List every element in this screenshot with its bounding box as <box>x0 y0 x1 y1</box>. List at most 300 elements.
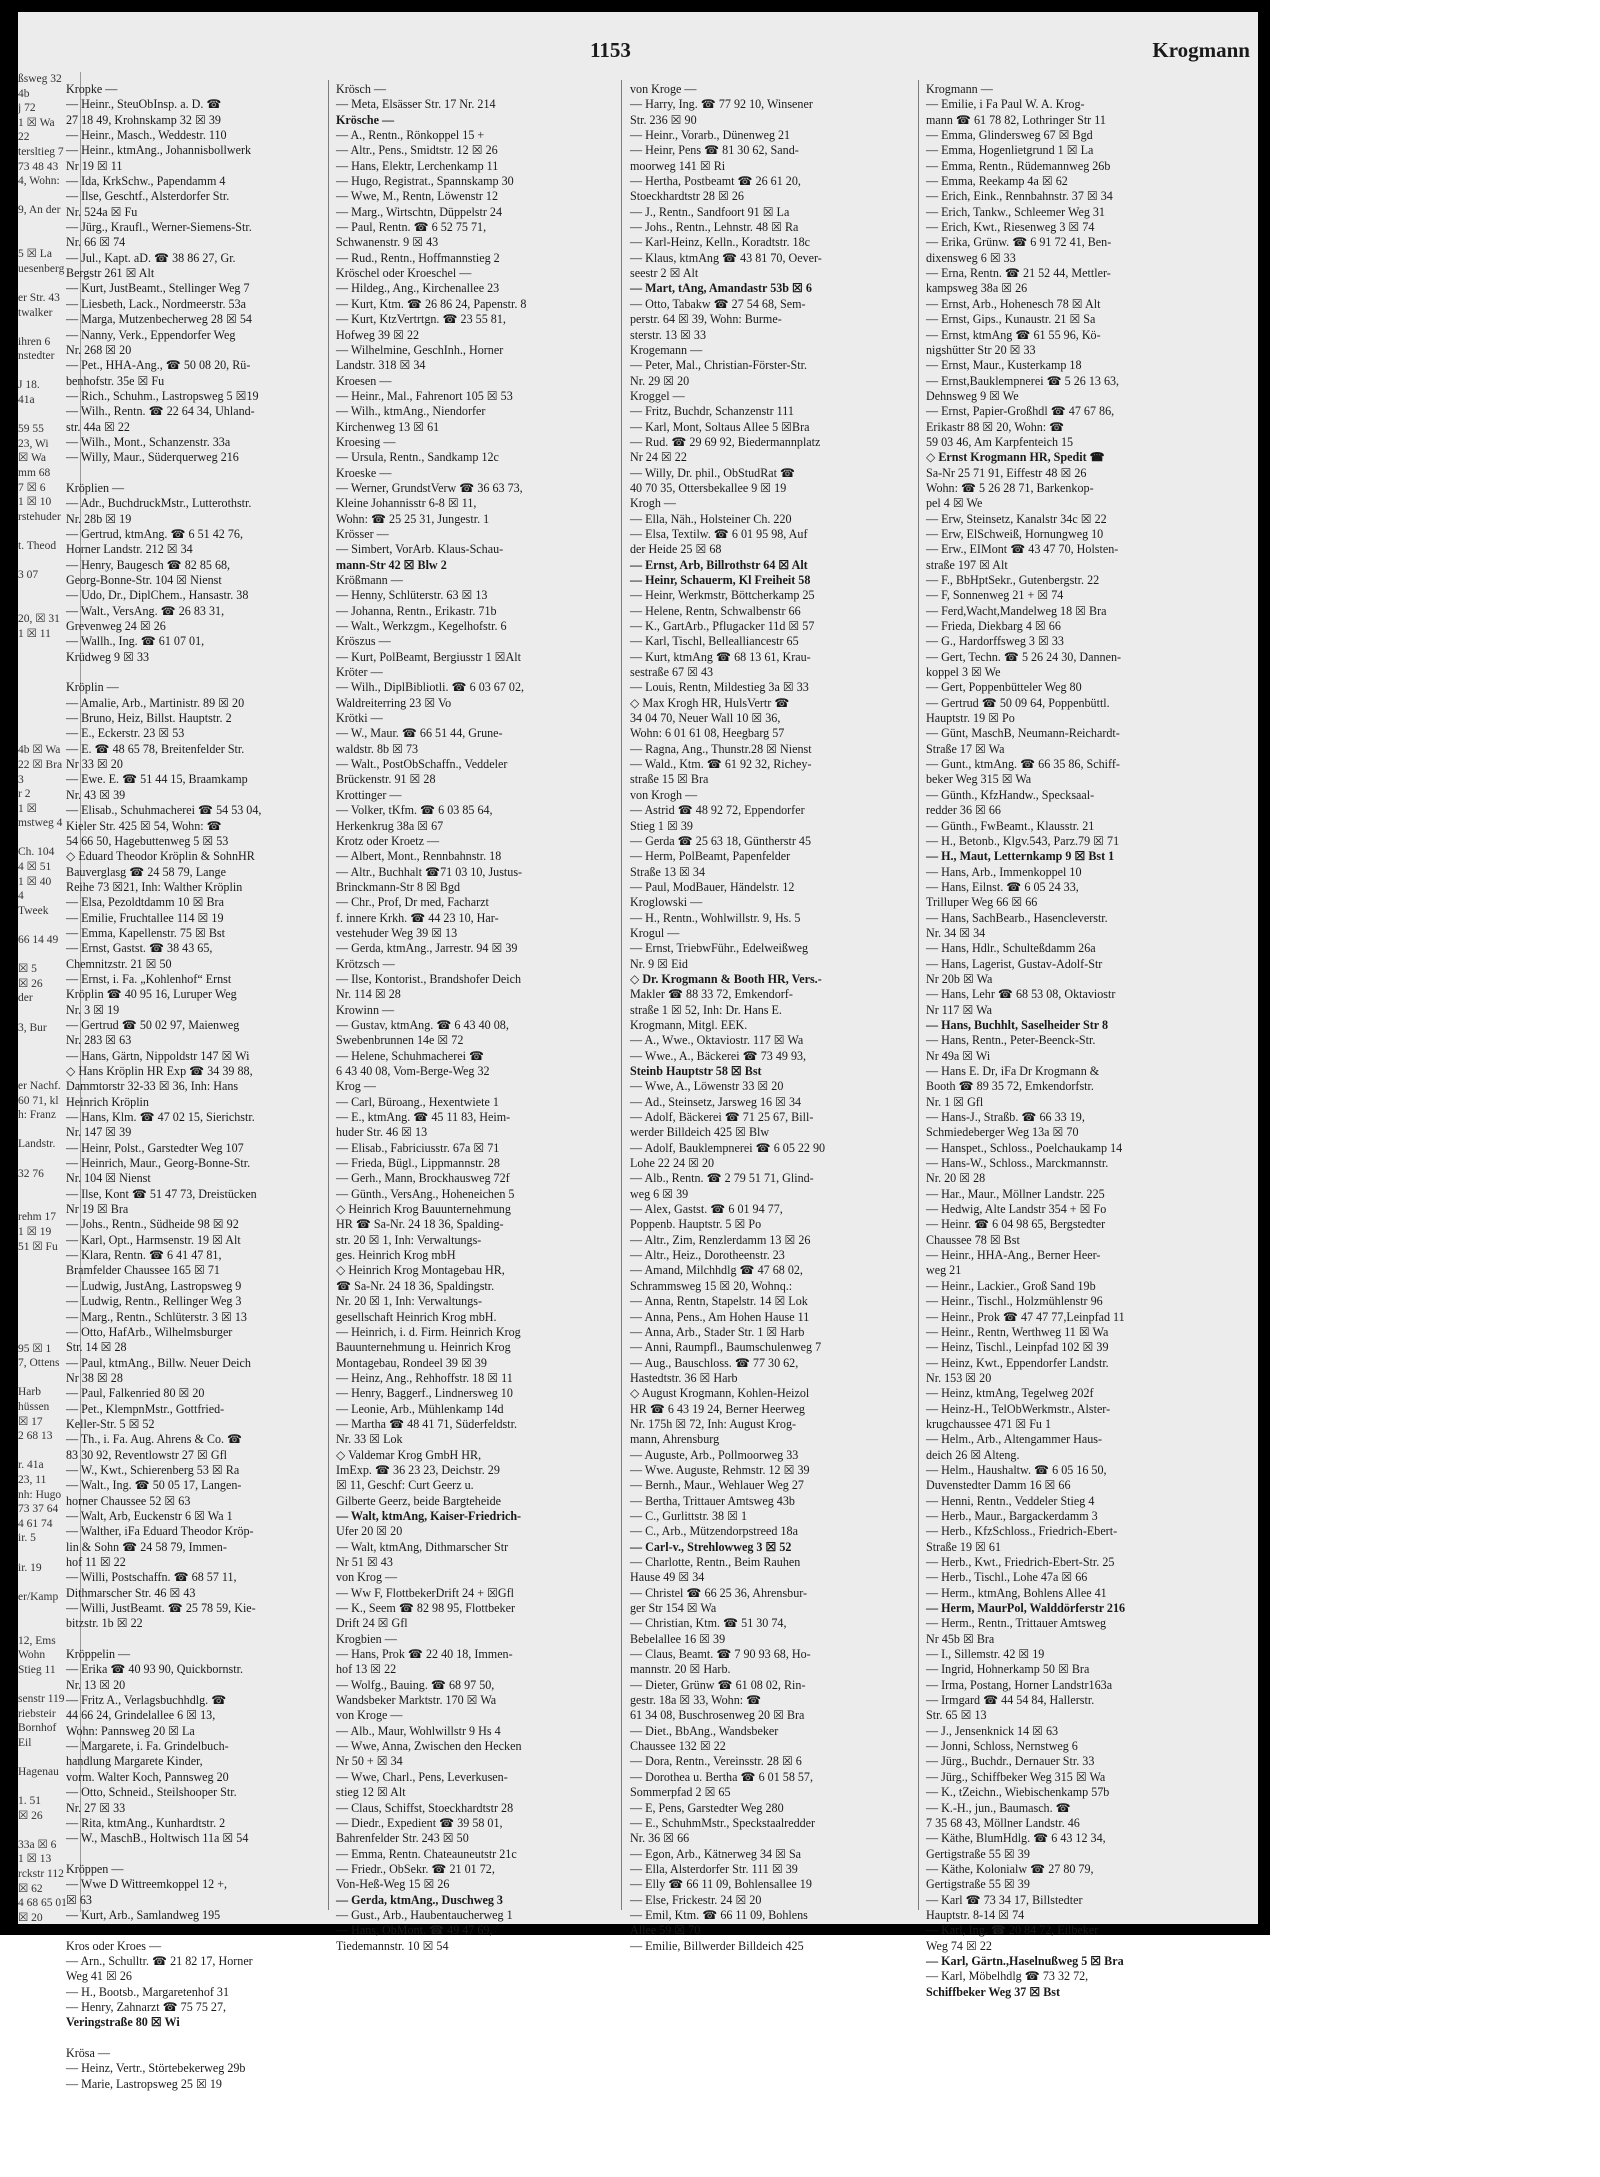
directory-entry-line: deich 26 ☒ Alteng. <box>926 1447 1020 1462</box>
directory-entry-line: — Rich., Schuhm., Lastropsweg 5 ☒19 <box>66 388 259 403</box>
directory-entry-line: — W., Kwt., Schierenberg 53 ☒ Ra <box>66 1462 240 1477</box>
directory-entry-line: bitzstr. 1b ☒ 22 <box>66 1616 143 1631</box>
directory-entry-line: — Albert, Mont., Rennbahnstr. 18 <box>336 849 502 864</box>
directory-entry-line: Krottinger — <box>336 787 402 802</box>
directory-entry-line: — Günth., KfzHandw., Specksaal- <box>926 787 1095 802</box>
directory-entry-line: — Jürg., Schiffbeker Weg 315 ☒ Wa <box>926 1769 1106 1784</box>
directory-entry-line: Schwanenstr. 9 ☒ 43 <box>336 235 439 250</box>
directory-entry-line: Nr. 36 ☒ 66 <box>630 1831 690 1846</box>
directory-entry-line: — Dora, Rentn., Vereinsstr. 28 ☒ 6 <box>630 1754 802 1769</box>
facing-page-fragment: Hagenau <box>18 1765 59 1778</box>
directory-entry-line: — Frieda, Bügl., Lippmannstr. 28 <box>336 1156 500 1171</box>
facing-page-fragment: 22 <box>18 131 30 144</box>
directory-entry-line: — Alex, Gastst. ☎ 6 01 94 77, <box>630 1202 783 1217</box>
directory-entry-line: Nr. 104 ☒ Nienst <box>66 1171 151 1186</box>
directory-entry-line: Krogemann — <box>630 342 703 357</box>
directory-entry-line <box>66 1923 341 1938</box>
directory-entry-line: — Ernst, i. Fa. „Kohlenhof“ Ernst <box>66 971 232 986</box>
directory-entry-line: — Emil, Ktm. ☎ 66 11 09, Bohlens <box>630 1907 808 1922</box>
facing-page-fragment: 2 68 13 <box>18 1430 53 1443</box>
directory-entry-line: Schmiedeberger Weg 13a ☒ 70 <box>926 1125 1079 1140</box>
directory-entry-line: — Helm., Arb., Altengammer Haus- <box>926 1432 1102 1447</box>
directory-entry-line: — Ludwig, Rentn., Rellinger Weg 3 <box>66 1294 242 1309</box>
directory-entry-line: Gertigstraße 55 ☒ 39 <box>926 1877 1030 1892</box>
directory-entry-line: Veringstraße 80 ☒ Wi <box>66 2015 180 2030</box>
directory-entry-line: — Elsa, Textilw. ☎ 6 01 95 98, Auf <box>630 526 808 541</box>
directory-entry-line: — Heinr., Vorarb., Dünenweg 21 <box>630 128 791 143</box>
directory-entry-line: Hauptstr. 8-14 ☒ 74 <box>926 1907 1025 1922</box>
directory-entry-line: — Otto, Schneid., Steilshooper Str. <box>66 1785 237 1800</box>
directory-entry-line: Str. 236 ☒ 90 <box>630 112 697 127</box>
directory-entry-line: Nr. 3 ☒ 19 <box>66 1002 120 1017</box>
directory-entry-line: werder Billdeich 425 ☒ Blw <box>630 1125 770 1140</box>
directory-entry-line: — Helene, Schuhmacherei ☎ <box>336 1048 485 1063</box>
directory-entry-line: — Herm, MaurPol, Walddörferstr 216 <box>926 1601 1126 1616</box>
directory-entry-line: Stieg 1 ☒ 39 <box>630 818 693 833</box>
directory-column-4 <box>926 82 1201 2000</box>
facing-page-fragment: 1 ☒ 13 <box>18 1853 52 1866</box>
directory-entry-line: — Fritz, Buchdr, Schanzenstr 111 <box>630 404 794 419</box>
directory-entry-line: — Carl, Büroang., Hexentwiete 1 <box>336 1094 499 1109</box>
directory-entry-line: — Ilse, Geschtf., Alsterdorfer Str. <box>66 189 230 204</box>
directory-entry-line: — F., BbHptSekr., Gutenbergstr. 22 <box>926 573 1100 587</box>
directory-entry-line: Tiedemannstr. 10 ☒ 54 <box>336 1938 449 1953</box>
directory-entry-line: Nr 49a ☒ Wi <box>926 1048 991 1063</box>
facing-page-fragment: twalker <box>18 306 53 319</box>
directory-entry-line: — Bruno, Heiz, Billst. Hauptstr. 2 <box>66 711 232 726</box>
directory-entry-line: — Ingrid, Hohnerkamp 50 ☒ Bra <box>926 1662 1090 1677</box>
directory-entry-line: waldstr. 8b ☒ 73 <box>336 741 419 756</box>
directory-entry-line: Trilluper Weg 66 ☒ 66 <box>926 895 1038 910</box>
directory-entry-line: — K., Seem ☎ 82 98 95, Flottbeker <box>336 1601 515 1616</box>
directory-entry-line: — Ernst,Bauklempnerei ☎ 5 26 13 63, <box>926 373 1120 388</box>
directory-entry-line: — Heinr, Polst., Garstedter Weg 107 <box>66 1140 244 1155</box>
directory-entry-line: — Leonie, Arb., Mühlenkamp 14d <box>336 1401 504 1416</box>
directory-entry-line: — Gustav, ktmAng. ☎ 6 43 40 08, <box>336 1017 509 1032</box>
directory-entry-line: — Altr., Buchhalt ☎71 03 10, Justus- <box>336 864 523 879</box>
directory-entry-line: — Kurt, Ktm. ☎ 26 86 24, Papenstr. 8 <box>336 296 527 311</box>
directory-entry-line: — Erika, Grünw. ☎ 6 91 72 41, Ben- <box>926 235 1112 250</box>
directory-entry-line: Lohe 22 24 ☒ 20 <box>630 1156 715 1171</box>
directory-entry-line: Krötzsch — <box>336 956 395 971</box>
directory-entry-line: Nr. 175h ☒ 72, Inh: August Krog- <box>630 1416 797 1431</box>
facing-page-fragment: tersltieg 7 <box>18 145 64 158</box>
facing-page-fragment: er/Kamp <box>18 1590 59 1603</box>
directory-entry-line: — Diedr., Expedient ☎ 39 58 01, <box>336 1815 503 1830</box>
facing-page-fragment: 59 55 <box>18 423 44 436</box>
directory-entry-line: — Klaus, ktmAng ☎ 43 81 70, Oever- <box>630 250 822 265</box>
directory-column-2 <box>336 82 611 1954</box>
directory-entry-line: — Mart, tAng, Amandastr 53b ☒ 6 <box>630 281 812 296</box>
directory-entry-line: HR ☎ Sa-Nr. 24 18 36, Spalding- <box>336 1217 504 1232</box>
directory-entry-line: — Emilie, Billwerder Billdeich 425 <box>630 1938 804 1953</box>
directory-entry-line: — Erw, Steinsetz, Kanalstr 34c ☒ 22 <box>926 511 1107 526</box>
directory-entry-line: — Altr., Zim, Renzlerdamm 13 ☒ 26 <box>630 1232 811 1247</box>
directory-entry-line: — Ilse, Kont ☎ 51 47 73, Dreistücken <box>66 1186 257 1201</box>
directory-entry-line: — Alb., Rentn. ☎ 2 79 51 71, Glind- <box>630 1171 814 1186</box>
directory-entry-line: Nr. 13 ☒ 20 <box>66 1677 126 1692</box>
directory-entry-line: — Hans, Elektr, Lerchenkamp 11 <box>336 158 499 173</box>
directory-entry-line: Hofweg 39 ☒ 22 <box>336 327 420 342</box>
facing-page-fragment: ☒ 17 <box>18 1415 43 1428</box>
directory-entry-line: — Käthe, Kolonialw ☎ 27 80 79, <box>926 1861 1094 1876</box>
facing-page-fragment: 51 ☒ Fu <box>18 1240 58 1253</box>
directory-entry-line: Nr. 283 ☒ 63 <box>66 1033 132 1048</box>
facing-page-fragment: j 72 <box>18 102 36 115</box>
directory-entry-line: — Heinz-H., TelObWerkmstr., Alster- <box>926 1401 1111 1416</box>
directory-entry-line: — Hedwig, Alte Landstr 354 + ☒ Fo <box>926 1202 1107 1217</box>
directory-entry-line: — Helene, Rentn, Schwalbenstr 66 <box>630 603 801 618</box>
directory-entry-line: 61 34 08, Buschrosenweg 20 ☒ Bra <box>630 1708 805 1723</box>
directory-entry-line: — Pet., HHA-Ang., ☎ 50 08 20, Rü- <box>66 358 251 373</box>
directory-entry-line: — Herm, PolBeamt, Papenfelder <box>630 849 791 864</box>
directory-entry-line: Kroesing — <box>336 434 396 449</box>
directory-entry-line: — Christel ☎ 66 25 36, Ahrensbur- <box>630 1585 808 1600</box>
facing-page-fragment: 1 ☒ Wa <box>18 116 55 129</box>
directory-entry-line: — Diet., BbAng., Wandsbeker <box>630 1723 779 1738</box>
directory-entry-line: Krogul — <box>630 925 680 940</box>
facing-page-fragment: 7, Ottens <box>18 1357 60 1370</box>
directory-entry-line: Ufer 20 ☒ 20 <box>336 1524 403 1539</box>
facing-page-fragment: rehm 17 <box>18 1211 57 1224</box>
directory-entry-line: seestr 2 ☒ Alt <box>630 266 699 281</box>
directory-entry-line: Nr. 20 ☒ 1, Inh: Verwaltungs- <box>336 1294 482 1309</box>
facing-page-fragment: 4 <box>18 890 24 903</box>
directory-entry-line: — Hans, Buchhlt, Saselheider Str 8 <box>926 1017 1108 1032</box>
directory-entry-line: — Erich, Kwt., Riesenweg 3 ☒ 74 <box>926 220 1095 235</box>
directory-entry-line: Wandsbeker Marktstr. 170 ☒ Wa <box>336 1693 497 1708</box>
directory-entry-line: — Wwe, Anna, Zwischen den Hecken <box>336 1739 522 1754</box>
directory-entry-line: Bebelallee 16 ☒ 39 <box>630 1631 726 1646</box>
directory-entry-line: — H., Betonb., Klgv.543, Parz.79 ☒ 71 <box>926 833 1120 848</box>
directory-entry-line: — Karl, Tischl, Belleallianсestr 65 <box>630 634 799 649</box>
directory-entry-line: — Wilh., DiplBibliotli. ☎ 6 03 67 02, <box>336 680 525 695</box>
directory-entry-line: — Jonni, Schloss, Nernstweg 6 <box>926 1739 1078 1754</box>
directory-entry-line: Bramfelder Chaussee 165 ☒ 71 <box>66 1263 220 1278</box>
directory-entry-line: — Erw, ElSchweiß, Hornungweg 10 <box>926 526 1104 541</box>
directory-entry-line: — Wwe D Wittreemkoppel 12 +, <box>66 1877 228 1892</box>
directory-entry-line: — Bernh., Maur., Wehlauer Weg 27 <box>630 1478 804 1493</box>
directory-entry-line: — Hertha, Postbeamt ☎ 26 61 20, <box>630 174 801 189</box>
directory-entry-line: — Klara, Rentn. ☎ 6 41 47 81, <box>66 1248 222 1263</box>
directory-entry-line: — Otto, Tabakw ☎ 27 54 68, Sem- <box>630 296 806 311</box>
facing-page-fragment: 95 ☒ 1 <box>18 1342 52 1355</box>
directory-entry-line: — Hans-W., Schloss., Marckmannstr. <box>926 1156 1109 1171</box>
directory-entry-line: Dammtorstr 32-33 ☒ 36, Inh: Hans <box>66 1079 239 1094</box>
directory-entry-line: — Günth., VersAng., Hoheneichen 5 <box>336 1186 515 1201</box>
directory-entry-line: Nr 19 ☒ 11 <box>66 158 123 173</box>
directory-entry-line: mann, Ahrensburg <box>630 1432 720 1447</box>
directory-entry-line: — Margarete, i. Fa. Grindelbuch- <box>66 1739 229 1754</box>
directory-entry-line: — Erich, Eink., Rennbahnstr. 37 ☒ 34 <box>926 189 1113 204</box>
directory-entry-line <box>66 665 341 680</box>
page-number: 1153 <box>590 38 631 62</box>
directory-entry-line: — Willi, JustBeamt. ☎ 25 78 59, Kie- <box>66 1601 256 1616</box>
directory-entry-line <box>66 466 341 481</box>
directory-entry-line: — Heinr., Masch., Weddestr. 110 <box>66 128 227 143</box>
directory-entry-line: — Otto, HafArb., Wilhelmsburger <box>66 1324 233 1339</box>
directory-entry-line <box>66 2031 341 2046</box>
facing-page-fragment: 22 ☒ Bra <box>18 758 63 771</box>
directory-entry-line: — Herb., KfzSchloss., Friedrich-Ebert- <box>926 1524 1118 1539</box>
directory-entry-line: Brückenstr. 91 ☒ 28 <box>336 772 436 787</box>
directory-entry-line: — Heinr. ☎ 6 04 98 65, Bergstedter <box>926 1217 1106 1232</box>
directory-entry-line: Kleine Johannisstr 6-8 ☒ 11, <box>336 496 477 511</box>
directory-entry-line: Nr. 34 ☒ 34 <box>926 925 986 940</box>
directory-entry-line: Nr 24 ☒ 22 <box>630 450 687 465</box>
facing-page-fragment: 1 ☒ 19 <box>18 1225 52 1238</box>
directory-entry-line: — Walther, iFa Eduard Theodor Kröp- <box>66 1524 254 1539</box>
directory-entry-line: — Emilie, Fruchtallee 114 ☒ 19 <box>66 910 224 925</box>
facing-page-fragment: 66 14 49 <box>18 934 59 947</box>
directory-entry-line: — Erna, Rentn. ☎ 21 52 44, Mettler- <box>926 266 1111 281</box>
facing-page-fragment: ☒ 62 <box>18 1882 43 1895</box>
facing-page-fragment: mstweg 4 <box>18 817 63 830</box>
directory-entry-line: Dehnsweg 9 ☒ We <box>926 388 1019 403</box>
directory-entry-line: — Marga, Mutzenbecherweg 28 ☒ 54 <box>66 312 252 327</box>
directory-entry-line: — Peter, Mal., Christian-Förster-Str. <box>630 358 807 373</box>
directory-entry-line: — Ferd,Wacht,Mandelweg 18 ☒ Bra <box>926 603 1107 618</box>
directory-entry-line: von Krog — <box>336 1570 398 1585</box>
directory-entry-line: — Friedr., ObSekr. ☎ 21 01 72, <box>336 1861 495 1876</box>
facing-page-fragment: 1. 51 <box>18 1795 41 1808</box>
directory-entry-line: — Ernst, ktmAng ☎ 61 55 96, Kö- <box>926 327 1101 342</box>
directory-entry-line: — Hanspet., Schloss., Poelchaukamp 14 <box>926 1140 1123 1155</box>
directory-entry-line: huder Str. 46 ☒ 13 <box>336 1125 428 1140</box>
directory-entry-line: Weg 74 ☒ 22 <box>926 1938 992 1953</box>
directory-entry-line: Nr 51 ☒ 43 <box>336 1555 393 1569</box>
directory-entry-line: — Charlotte, Rentn., Beim Rauhen <box>630 1555 801 1569</box>
directory-entry-line: — Wilh., Mont., Schanzenstr. 33a <box>66 434 231 449</box>
directory-entry-line: Krogmann, Mitgl. EEK. <box>630 1017 748 1032</box>
directory-entry-line: Drift 24 ☒ Gfl <box>336 1616 408 1631</box>
directory-entry-line: — Alb., Maur, Wohlwillstr 9 Hs 4 <box>336 1723 501 1738</box>
directory-entry-line: — Henni, Rentn., Veddeler Stieg 4 <box>926 1493 1095 1508</box>
running-head: Krogmann <box>1152 38 1250 62</box>
directory-entry-line: — H., Bootsb., Margaretenhof 31 <box>66 1984 230 1999</box>
directory-entry-line: Kirchenweg 13 ☒ 61 <box>336 419 440 434</box>
directory-entry-line: dixensweg 6 ☒ 33 <box>926 250 1016 265</box>
column-divider <box>918 80 919 1910</box>
directory-entry-line: — Hans, Hdlr., Schulteßdamm 26a <box>926 941 1096 956</box>
directory-column-1 <box>66 82 341 2092</box>
directory-entry-line: benhofstr. 35e ☒ Fu <box>66 373 165 388</box>
directory-entry-line: — Ursula, Rentn., Sandkamp 12c <box>336 450 499 465</box>
facing-page-fragment: t. Theod <box>18 540 57 552</box>
directory-entry-line: moorweg 141 ☒ Ri <box>630 158 726 173</box>
facing-page-fragment: rckstr 112 <box>18 1868 64 1881</box>
directory-entry-line: Kros oder Kroes — <box>66 1938 162 1953</box>
directory-entry-line: Georg-Bonne-Str. 104 ☒ Nienst <box>66 573 222 587</box>
directory-entry-line: — Heinr., Lackier., Groß Sand 19b <box>926 1278 1096 1293</box>
directory-entry-line: Nr. 268 ☒ 20 <box>66 342 132 357</box>
directory-entry-line: — W., Maur. ☎ 66 51 44, Grune- <box>336 726 503 741</box>
directory-entry-line: — Dorothea u. Bertha ☎ 6 01 58 57, <box>630 1769 814 1784</box>
directory-entry-line: — I., Sillemstr. 42 ☒ 19 <box>926 1647 1045 1662</box>
facing-page-fragment: ßsweg 32 <box>18 73 62 85</box>
directory-entry-line: — Hans, Eilnst. ☎ 6 05 24 33, <box>926 879 1079 894</box>
directory-entry-line: — Willy, Maur., Süderquerweg 216 <box>66 450 239 465</box>
directory-entry-line: — Heinr., HHA-Ang., Berner Heer- <box>926 1248 1101 1263</box>
directory-entry-line: 40 70 35, Ottersbekallee 9 ☒ 19 <box>630 480 787 495</box>
directory-entry-line: — Paul, Rentn. ☎ 6 52 75 71, <box>336 220 487 235</box>
facing-page-fragment: Eil <box>18 1736 32 1749</box>
facing-page-fragment: ☒ Wa <box>18 452 47 465</box>
directory-entry-line: — E. ☎ 48 65 78, Breitenfelder Str. <box>66 741 245 756</box>
directory-entry-line: — Pet., KlempnMstr., Gottfried- <box>66 1401 225 1416</box>
directory-entry-line: hof 13 ☒ 22 <box>336 1662 397 1677</box>
directory-entry-line: — Elly ☎ 66 11 09, Bohlensallee 19 <box>630 1877 812 1892</box>
directory-entry-line: — Hans, Klm. ☎ 47 02 15, Sierichstr. <box>66 1110 255 1125</box>
directory-entry-line: Sommerpfad 2 ☒ 65 <box>630 1785 731 1800</box>
directory-entry-line: — Kurt, JustBeamt., Stellinger Weg 7 <box>66 281 250 296</box>
directory-entry-line: — Heinr, Schauerm, Kl Freiheit 58 <box>630 573 811 587</box>
directory-entry-line: Kroeske — <box>336 465 392 480</box>
directory-entry-line: nigshütter Str 20 ☒ 33 <box>926 342 1036 357</box>
facing-page-fragment: 33a ☒ 6 <box>18 1838 57 1851</box>
directory-entry-line: — Gertrud ☎ 50 02 97, Maienweg <box>66 1017 240 1032</box>
directory-entry-line: Makler ☎ 88 33 72, Emkendorf- <box>630 987 793 1002</box>
directory-entry-line: lin & Sohn ☎ 24 58 79, Immen- <box>66 1539 227 1554</box>
facing-page-fragment: ☒ 20 <box>18 1911 43 1924</box>
directory-entry-line: — Elisab., Schuhmacherei ☎ 54 53 04, <box>66 803 262 818</box>
directory-entry-line: ◇ Valdemar Krog GmbH HR, <box>336 1447 482 1462</box>
directory-entry-line: — Hans, Rentn., Peter-Beenck-Str. <box>926 1033 1096 1048</box>
directory-entry-line: — Marg., Rentn., Schlüterstr. 3 ☒ 13 <box>66 1309 247 1324</box>
directory-entry-line: — Christian, Ktm. ☎ 51 30 74, <box>630 1616 787 1631</box>
facing-page-fragment: 1 ☒ 11 <box>18 627 51 640</box>
directory-entry-line: — E., Eckerstr. 23 ☒ 53 <box>66 726 185 741</box>
directory-entry-line: — Paul, ModBauer, Händelstr. 12 <box>630 879 795 894</box>
directory-entry-line: — Erika ☎ 40 93 90, Quickbornstr. <box>66 1662 243 1677</box>
directory-entry-line: — Wilh., Rentn. ☎ 22 64 34, Uhland- <box>66 404 255 419</box>
directory-entry-line: — Amand, Milchhdlg ☎ 47 68 02, <box>630 1263 803 1278</box>
directory-entry-line: — Gerda ☎ 25 63 18, Güntherstr 45 <box>630 833 811 848</box>
directory-entry-line: — Claus, Beamt. ☎ 7 90 93 68, Ho- <box>630 1647 811 1662</box>
directory-entry-line: Bauverglasg ☎ 24 58 79, Lange <box>66 864 226 879</box>
directory-entry-line: ☒ 63 <box>66 1892 92 1907</box>
directory-entry-line: Chaussee 132 ☒ 22 <box>630 1739 726 1754</box>
directory-entry-line: Nr. 33 ☒ Lok <box>336 1432 403 1447</box>
directory-entry-line: Nr 117 ☒ Wa <box>926 1002 992 1017</box>
directory-entry-line: Kröszus — <box>336 634 391 649</box>
directory-entry-line: — Anni, Raumpfl., Baumschulenweg 7 <box>630 1340 822 1355</box>
directory-entry-line: Kroesen — <box>336 373 392 388</box>
directory-entry-line: Weg 41 ☒ 26 <box>66 1969 132 1984</box>
directory-entry-line: — Kurt, KtzVertrtgn. ☎ 23 55 81, <box>336 312 506 327</box>
directory-entry-line: von Kroge — <box>630 82 697 96</box>
directory-entry-line: ◇ Hans Kröplin HR Exp ☎ 34 39 88, <box>66 1064 253 1078</box>
directory-column-3 <box>630 82 905 1954</box>
directory-entry-line: Kieler Str. 425 ☒ 54, Wohn: ☎ <box>66 818 222 833</box>
directory-entry-line: — Hans, Lagerist, Gustav-Adolf-Str <box>926 956 1103 971</box>
directory-entry-line: HR ☎ 6 43 19 24, Berner Heerweg <box>630 1401 805 1416</box>
directory-entry-line: — Karl, Möbelhdlg ☎ 73 32 72, <box>926 1969 1089 1984</box>
directory-entry-line: — Elsa, Pezoldtdamm 10 ☒ Bra <box>66 895 224 910</box>
directory-entry-line: — Walt., VersAng. ☎ 26 83 31, <box>66 603 225 618</box>
facing-page-fragment: Bornhof <box>18 1722 57 1735</box>
facing-page-fragment: 20, ☒ 31 <box>18 612 60 625</box>
directory-entry-line: — Günth., FwBeamt., Klausstr. 21 <box>926 818 1095 833</box>
directory-entry-line: Nr. 153 ☒ 20 <box>926 1370 992 1385</box>
directory-entry-line: ◇ Heinrich Krog Montagebau HR, <box>336 1263 505 1278</box>
directory-entry-line: — Marie, Lastropsweg 25 ☒ 19 <box>66 2076 222 2091</box>
directory-entry-line: — Hans, Prok ☎ 22 40 18, Immen- <box>336 1647 513 1662</box>
directory-entry-line: — Irmgard ☎ 44 54 84, Hallerstr. <box>926 1693 1095 1708</box>
directory-entry-line: 59 03 46, Am Karpfenteich 15 <box>926 434 1074 449</box>
directory-entry-line: — Gert, Techn. ☎ 5 26 24 30, Dannen- <box>926 649 1122 664</box>
directory-entry-line: — Rud. ☎ 29 69 92, Biedermannplatz <box>630 434 821 449</box>
directory-entry-line: Kröplien — <box>66 480 125 495</box>
directory-entry-line: ges. Heinrich Krog mbH <box>336 1248 456 1263</box>
directory-entry-line: — Heinr., Rentn, Werthweg 11 ☒ Wa <box>926 1324 1109 1339</box>
directory-entry-line: mann-Str 42 ☒ Blw 2 <box>336 557 447 572</box>
directory-entry-line: Krotz oder Kroetz — <box>336 833 440 848</box>
directory-entry-line: Duvenstedter Damm 16 ☒ 66 <box>926 1478 1071 1493</box>
facing-page-fragment: r. 41a <box>18 1459 44 1472</box>
directory-entry-line: Stoeckhardtstr 28 ☒ 26 <box>630 189 744 204</box>
directory-entry-line: weg 6 ☒ 39 <box>630 1186 689 1201</box>
directory-entry-line: vestehuder Weg 39 ☒ 13 <box>336 925 458 940</box>
directory-entry-line: Nr. 114 ☒ 28 <box>336 987 401 1002</box>
directory-entry-line: — Karl, Gärtn.,Haselnußweg 5 ☒ Bra <box>926 1953 1124 1968</box>
directory-entry-line: — Marg., Wirtschtn, Düppelstr 24 <box>336 204 503 219</box>
directory-entry-line: Kroglowski — <box>630 895 703 910</box>
directory-entry-line: — Walt, ktmAng, Kaiser-Friedrich- <box>336 1508 522 1523</box>
directory-entry-line: Booth ☎ 89 35 72, Emkendorfstr. <box>926 1079 1094 1094</box>
directory-entry-line: — Kurt, Arb., Samlandweg 195 <box>66 1907 221 1922</box>
directory-entry-line: Bauunternehmung u. Heinrich Krog <box>336 1340 511 1355</box>
directory-entry-line: beker Weg 315 ☒ Wa <box>926 772 1032 787</box>
directory-entry-line: — Helm., Haushaltw. ☎ 6 05 16 50, <box>926 1462 1107 1477</box>
facing-page-fragment: 4 68 65 01 <box>18 1897 67 1910</box>
directory-entry-line: — Hans, ObMont. ☎ 49 47 69, <box>336 1923 493 1938</box>
directory-entry-line: — Altr., Heiz., Dorotheenstr. 23 <box>630 1248 785 1263</box>
directory-entry-line: — W., MaschB., Holtwisch 11a ☒ 54 <box>66 1831 249 1846</box>
facing-page-fragment: 73 37 64 <box>18 1503 59 1516</box>
directory-entry-line: Nr. 28b ☒ 19 <box>66 511 132 526</box>
directory-entry-line: — Kurt, PolBeamt, Bergiusstr 1 ☒Alt <box>336 649 521 664</box>
directory-entry-line: Swebenbrunnen 14e ☒ 72 <box>336 1033 464 1048</box>
directory-entry-line: perstr. 64 ☒ 39, Wohn: Burme- <box>630 312 782 327</box>
directory-entry-line: — J., Rentn., Sandfoort 91 ☒ La <box>630 204 790 219</box>
directory-entry-line: — Henry, Baggerf., Lindnersweg 10 <box>336 1386 513 1401</box>
directory-entry-line: — Wwe. Auguste, Rehmstr. 12 ☒ 39 <box>630 1462 810 1477</box>
directory-entry-line: — Wolfg., Bauing. ☎ 68 97 50, <box>336 1677 495 1692</box>
directory-entry-line: — Heinz, Vertr., Störtebekerweg 29b <box>66 2061 246 2076</box>
directory-entry-line: Nr 38 ☒ 28 <box>66 1370 123 1385</box>
directory-entry-line: kampsweg 38a ☒ 26 <box>926 281 1028 296</box>
directory-entry-line: — Heinr., Mal., Fahrenort 105 ☒ 53 <box>336 388 513 403</box>
directory-entry-line: — F, Sonnenweg 21 + ☒ 74 <box>926 588 1064 603</box>
directory-entry-line: — K.-H., jun., Baumasch. ☎ <box>926 1800 1071 1815</box>
directory-entry-line: 7 35 68 43, Möllner Landstr. 46 <box>926 1815 1080 1830</box>
directory-entry-line: — Har., Maur., Möllner Landstr. 225 <box>926 1186 1105 1201</box>
directory-entry-line: Straße 17 ☒ Wa <box>926 741 1005 756</box>
facing-page-fragment: 4b ☒ Wa <box>18 744 61 757</box>
directory-entry-line: — Jürg., Kraufl., Werner-Siemens-Str. <box>66 220 252 235</box>
facing-page-fragment: nstedter <box>18 350 55 363</box>
directory-entry-line: — Herb., Maur., Bargackerdamm 3 <box>926 1508 1098 1523</box>
directory-entry-line: Kröschel oder Kroeschel — <box>336 266 472 281</box>
directory-entry-line: Horner Landstr. 212 ☒ 34 <box>66 542 193 557</box>
directory-entry-line: Von-Heß-Weg 15 ☒ 26 <box>336 1877 450 1892</box>
directory-entry-line: horner Chaussee 52 ☒ 63 <box>66 1493 191 1508</box>
directory-entry-line: — Ida, KrkSchw., Papendamm 4 <box>66 174 226 189</box>
directory-entry-line: Bahrenfelder Str. 243 ☒ 50 <box>336 1831 469 1846</box>
directory-entry-line: — Emma, Rentn., Rüdemannweg 26b <box>926 158 1111 173</box>
directory-entry-line: — Claus, Schiffst, Stoeckhardtstr 28 <box>336 1800 514 1815</box>
